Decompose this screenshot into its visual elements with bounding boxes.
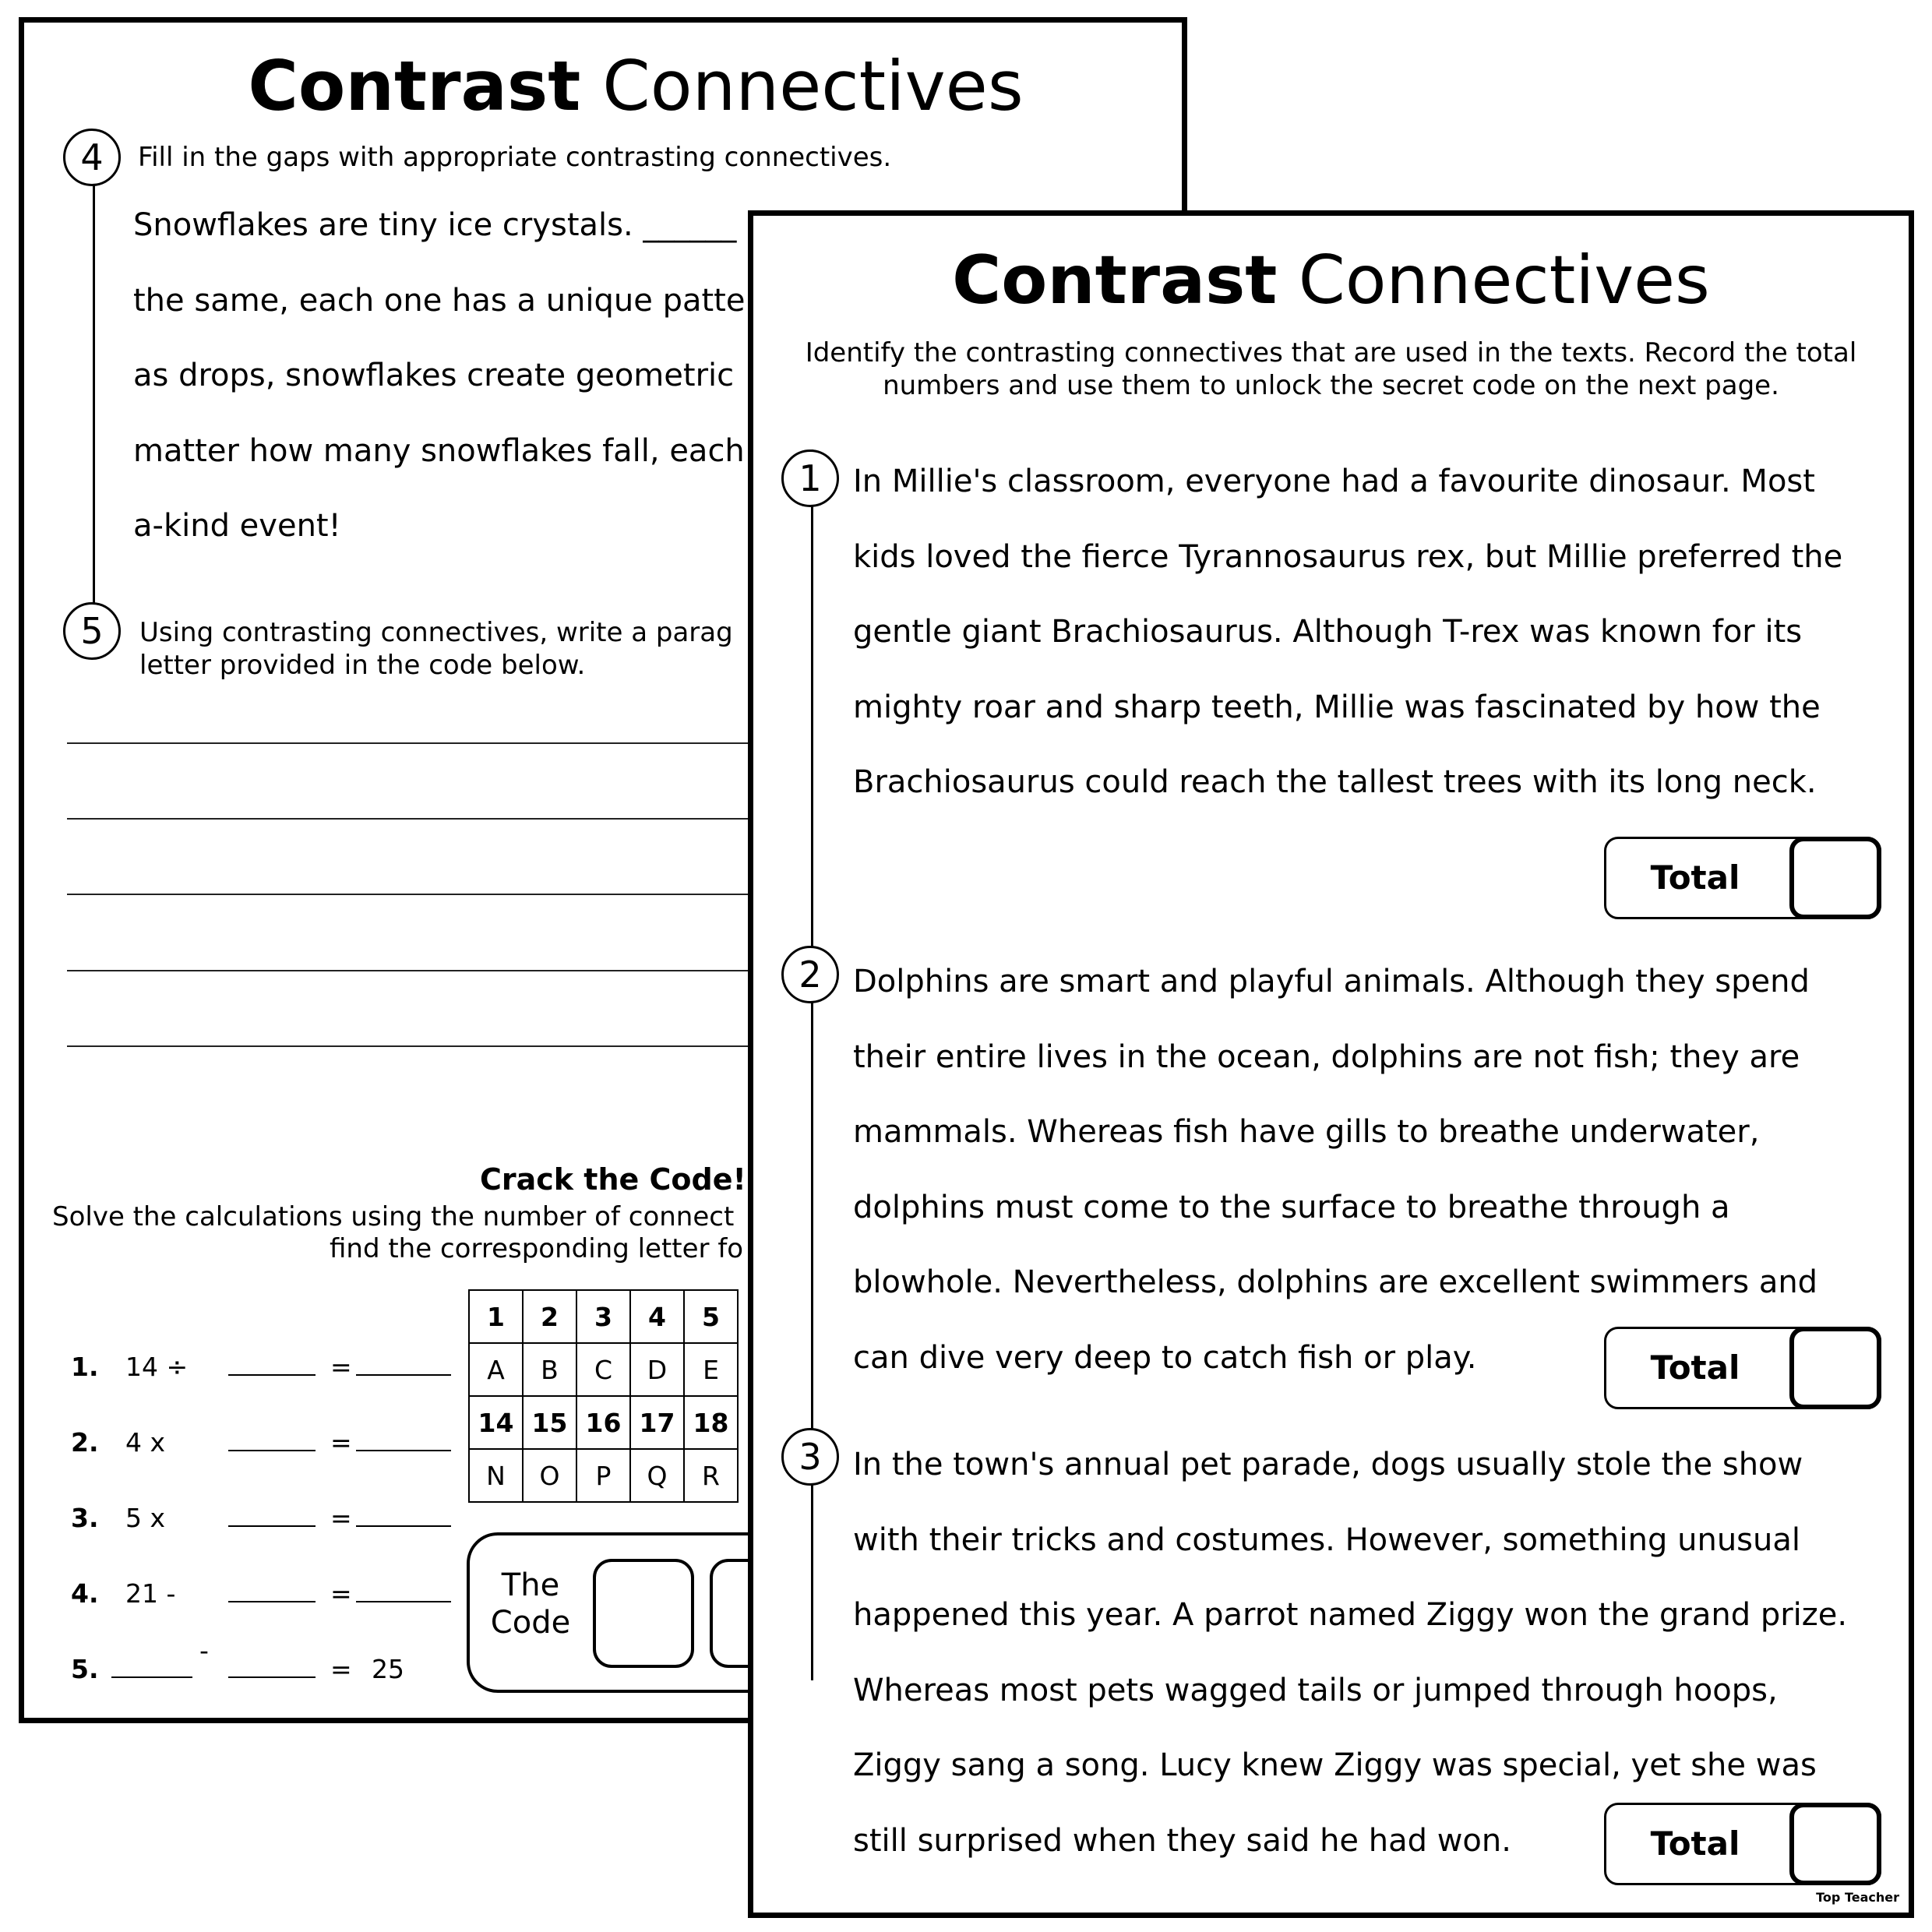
text1-number-circle: 1 <box>781 450 839 507</box>
code-number: 2 <box>523 1290 576 1343</box>
calc-equals: = <box>330 1578 352 1609</box>
text2-line: blowhole. Nevertheless, dolphins are excellent swimmers and <box>853 1264 1818 1300</box>
front-instruction-line: numbers and use them to unlock the secret code on the next page. <box>883 370 1779 401</box>
text1-total-box <box>1604 837 1881 919</box>
total-label: Total <box>1650 1824 1740 1863</box>
total-answer-box[interactable] <box>1789 1803 1881 1885</box>
code-letter: R <box>684 1449 738 1502</box>
front-title-rest: Connectives <box>1298 242 1710 319</box>
the-code-label <box>484 1567 577 1641</box>
q4-timeline <box>93 175 95 612</box>
calc-equals: = <box>330 1503 352 1533</box>
the-code-label-line: Code <box>490 1605 571 1641</box>
crack-code-line: Solve the calculations using the number of connect <box>52 1201 735 1232</box>
q5-instruction <box>139 616 733 682</box>
answer-blank[interactable] <box>228 1676 316 1678</box>
answer-blank[interactable] <box>228 1525 316 1527</box>
calc-expression: 4 x <box>125 1427 166 1458</box>
q5-instruction-line: Using contrasting connectives, write a parag <box>139 617 733 648</box>
text3-number-circle: 3 <box>781 1428 839 1486</box>
calc-equals: = <box>330 1427 352 1458</box>
top-teacher-logo: Top Teacher <box>1816 1890 1899 1905</box>
code-letter: Q <box>630 1449 684 1502</box>
code-number: 17 <box>630 1396 684 1449</box>
text2-total-box <box>1604 1327 1881 1409</box>
text1-line: mighty roar and sharp teeth, Millie was fascinated by how the <box>853 689 1821 725</box>
code-letter: N <box>469 1449 523 1502</box>
code-number: 3 <box>576 1290 630 1343</box>
text2-line: their entire lives in the ocean, dolphins are not fish; they are <box>853 1038 1800 1075</box>
answer-blank[interactable] <box>228 1374 316 1376</box>
code-number: 5 <box>684 1290 738 1343</box>
writing-line[interactable] <box>67 1045 768 1047</box>
answer-blank[interactable] <box>228 1601 316 1602</box>
text3-line: Ziggy sang a song. Lucy knew Ziggy was special, yet she was <box>853 1747 1817 1783</box>
crack-code-heading: Crack the Code! <box>480 1162 746 1197</box>
front-worksheet <box>748 210 1914 1918</box>
total-label: Total <box>1650 858 1740 897</box>
calc-result: 25 <box>372 1654 404 1684</box>
text3-line: still surprised when they said he had won. <box>853 1822 1511 1859</box>
crack-code-line: find the corresponding letter fo <box>330 1233 744 1264</box>
code-number: 4 <box>630 1290 684 1343</box>
code-letter: B <box>523 1343 576 1396</box>
back-title <box>24 46 1187 126</box>
result-blank[interactable] <box>356 1601 451 1602</box>
writing-line[interactable] <box>67 894 768 895</box>
the-code-label-line: The <box>501 1567 560 1603</box>
text1-line: Brachiosaurus could reach the tallest trees with its long neck. <box>853 764 1817 800</box>
result-blank[interactable] <box>356 1525 451 1527</box>
calc-label: 5. <box>71 1654 99 1684</box>
q5-instruction-line: letter provided in the code below. <box>139 650 586 681</box>
code-letter: D <box>630 1343 684 1396</box>
front-title <box>753 242 1909 319</box>
answer-blank[interactable] <box>228 1450 316 1451</box>
back-title-rest: Connectives <box>602 46 1024 126</box>
q4-number-circle: 4 <box>63 129 121 186</box>
calc-label: 1. <box>71 1352 99 1382</box>
q4-line[interactable]: Snowflakes are tiny ice crystals. ______ <box>133 207 737 243</box>
q5-number-circle: 5 <box>63 602 121 660</box>
text1-line: In Millie's classroom, everyone had a favourite dinosaur. Most <box>853 464 1815 499</box>
code-letter: C <box>576 1343 630 1396</box>
text3-line: with their tricks and costumes. However, something unusual <box>853 1521 1800 1558</box>
code-number: 16 <box>576 1396 630 1449</box>
code-number: 15 <box>523 1396 576 1449</box>
code-letter: E <box>684 1343 738 1396</box>
calc-equals: = <box>330 1352 352 1382</box>
back-title-bold: Contrast <box>248 46 581 126</box>
text2-line: Dolphins are smart and playful animals. Although they spend <box>853 964 1810 999</box>
calc-label: 3. <box>71 1503 99 1533</box>
text2-number-circle: 2 <box>781 946 839 1003</box>
text2-line: mammals. Whereas fish have gills to breathe underwater, <box>853 1114 1760 1150</box>
text1-line: kids loved the fierce Tyrannosaurus rex, but Millie preferred the <box>853 538 1843 575</box>
text1-line: gentle giant Brachiosaurus. Although T-rex was known for its <box>853 614 1803 650</box>
calc-expression: 21 - <box>125 1578 176 1609</box>
total-label: Total <box>1650 1349 1740 1387</box>
writing-line[interactable] <box>67 742 768 744</box>
text3-line: In the town's annual pet parade, dogs usually stole the show <box>853 1447 1803 1482</box>
writing-line[interactable] <box>67 818 768 820</box>
code-letter: A <box>469 1343 523 1396</box>
code-slot[interactable] <box>593 1559 694 1668</box>
front-instruction-line: Identify the contrasting connectives that are used in the texts. Record the total <box>805 337 1857 368</box>
total-answer-box[interactable] <box>1789 1327 1881 1409</box>
front-title-bold: Contrast <box>952 242 1278 319</box>
calc-equals: = <box>330 1654 352 1684</box>
code-number: 18 <box>684 1396 738 1449</box>
total-answer-box[interactable] <box>1789 837 1881 919</box>
q4-passage <box>133 188 745 564</box>
text3-total-box <box>1604 1803 1881 1885</box>
calc-expression: 14 ÷ <box>125 1352 189 1382</box>
writing-line[interactable] <box>67 970 768 971</box>
calc-label: 4. <box>71 1578 99 1609</box>
answer-blank[interactable] <box>111 1676 192 1678</box>
text3-line: happened this year. A parrot named Ziggy won the grand prize. <box>853 1597 1848 1633</box>
q4-instruction: Fill in the gaps with appropriate contrasting connectives. <box>138 142 892 173</box>
calc-label: 2. <box>71 1427 99 1458</box>
code-number: 14 <box>469 1396 523 1449</box>
q4-line: the same, each one has a unique patte <box>133 282 746 319</box>
result-blank[interactable] <box>356 1374 451 1376</box>
calc-expression: - <box>199 1635 209 1666</box>
code-letter: P <box>576 1449 630 1502</box>
text2-line: can dive very deep to catch fish or play. <box>853 1339 1477 1376</box>
result-blank[interactable] <box>356 1450 451 1451</box>
text1-passage <box>853 444 1842 820</box>
front-instruction <box>753 337 1909 402</box>
text2-line: dolphins must come to the surface to breathe through a <box>853 1189 1730 1225</box>
q4-line: a-kind event! <box>133 508 341 544</box>
q4-line: matter how many snowflakes fall, each <box>133 432 745 469</box>
calc-expression: 5 x <box>125 1503 166 1533</box>
code-table <box>468 1289 739 1503</box>
text3-line: Whereas most pets wagged tails or jumped through hoops, <box>853 1672 1778 1708</box>
code-letter: O <box>523 1449 576 1502</box>
code-number: 1 <box>469 1290 523 1343</box>
texts-timeline <box>811 450 813 1680</box>
q4-line: as drops, snowflakes create geometric <box>133 358 735 393</box>
